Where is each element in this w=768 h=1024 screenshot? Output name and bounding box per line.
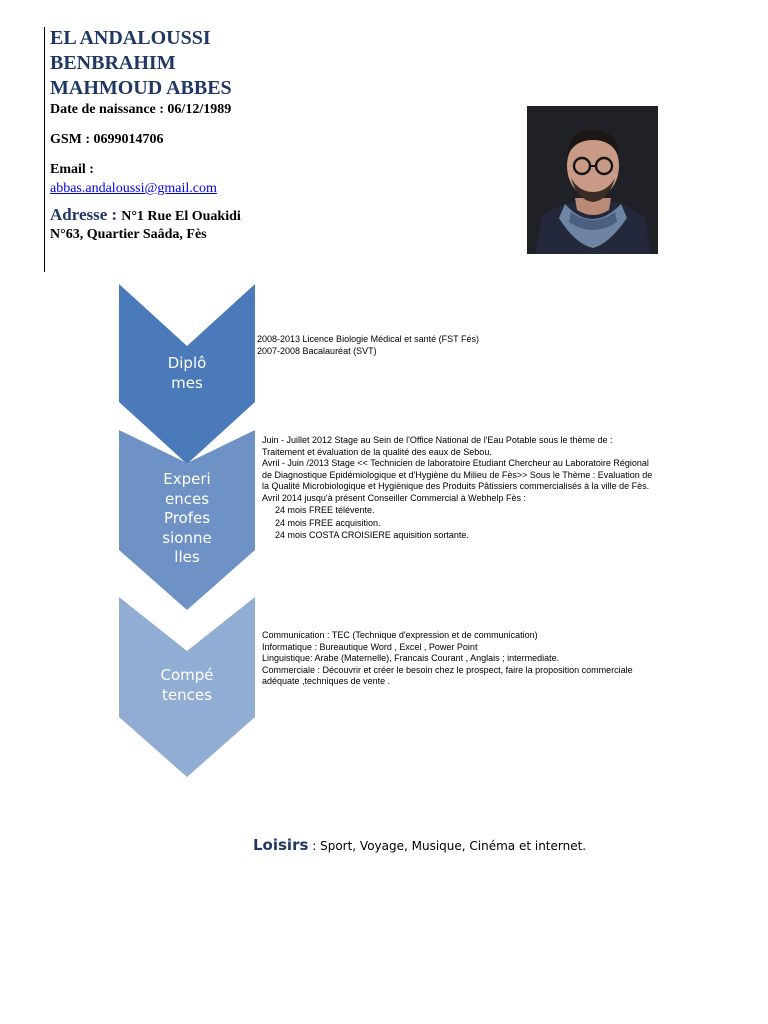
experience-line: Avril 2014 jusqu'à présent Conseiller Commercial à Webhelp Fès : xyxy=(262,492,527,503)
email-link[interactable]: abbas.andaloussi@gmail.com xyxy=(50,181,217,196)
competence-line: Commerciale : Découvrir et créer le besoin chez le prospect, faire la proposition commerciale xyxy=(262,664,633,675)
experience-subitem: 24 mois FREE acquisition. xyxy=(275,517,381,528)
loisirs-label: Loisirs xyxy=(253,836,309,854)
profile-photo xyxy=(527,106,658,254)
experience-line: la Qualité Microbiologique et Hygiènique des Produits Pâtissiers commercialisés à la ville de Fès. xyxy=(262,481,650,491)
loisirs-line xyxy=(253,836,586,854)
experience-line: Avril - Juin /2013 Stage << Technicien de laboratoire Etudiant Chercheur au Laboratoire Régional xyxy=(262,458,649,468)
experience-line: Juin - Juillet 2012 Stage au Sein de l'Office National de l'Eau Potable sous le thème de : xyxy=(262,435,613,445)
competence-line: Communication : TEC (Technique d'expression et de communication) xyxy=(262,630,538,640)
competence-line: Linguistique: Arabe (Maternelle), Francais Courant , Anglais ; intermediate. xyxy=(262,653,560,663)
experience-subitem: 24 mois FREE télévente. xyxy=(275,505,375,515)
diplomes-list xyxy=(257,334,479,357)
address-block xyxy=(50,205,370,227)
email-label: Email : xyxy=(50,162,94,177)
address-line-2: N°63, Quartier Saâda, Fès xyxy=(50,227,207,242)
left-vertical-rule xyxy=(44,27,45,272)
competences-list xyxy=(262,630,682,688)
section-label-diplomes: Diplô mes xyxy=(167,354,207,392)
name-line-2: BENBRAHIM xyxy=(50,52,176,74)
contact-header xyxy=(50,26,370,243)
section-arrow-experiences xyxy=(119,430,255,610)
competence-line: adéquate ,techniques de vente . xyxy=(262,676,391,686)
date-of-birth: Date de naissance : 06/12/1989 xyxy=(50,102,232,117)
experiences-list xyxy=(262,435,682,542)
address-line-1: N°1 Rue El Ouakidi xyxy=(121,209,241,224)
address-label: Adresse : xyxy=(50,205,118,224)
diplome-item: 2007-2008 Bacalauréat (SVT) xyxy=(257,345,377,356)
name-line-3: MAHMOUD ABBES xyxy=(50,77,232,99)
experience-line: Traitement et évaluation de la qualité des eaux de Sebou. xyxy=(262,446,492,457)
competence-line: Informatique : Bureautique Word , Excel , Power Point xyxy=(262,641,478,652)
section-arrow-competences xyxy=(119,597,255,777)
loisirs-text: : Sport, Voyage, Musique, Cinéma et internet. xyxy=(308,839,587,853)
experience-line: de Diagnostique Epidémiologique et d'Hygiène du Milieu de Fès>> Sous le Thème : Evaluation de xyxy=(262,469,653,480)
name-line-1: EL ANDALOUSSI xyxy=(50,27,211,49)
section-label-experiences: Experi ences Profes sionne lles xyxy=(162,470,212,566)
diplome-item: 2008-2013 Licence Biologie Médical et santé (FST Fés) xyxy=(257,334,479,344)
gsm-number: GSM : 0699014706 xyxy=(50,132,164,147)
experience-subitem: 24 mois COSTA CROISIERE aquisition sortante. xyxy=(275,530,469,540)
section-label-competences: Compé tences xyxy=(160,666,214,704)
